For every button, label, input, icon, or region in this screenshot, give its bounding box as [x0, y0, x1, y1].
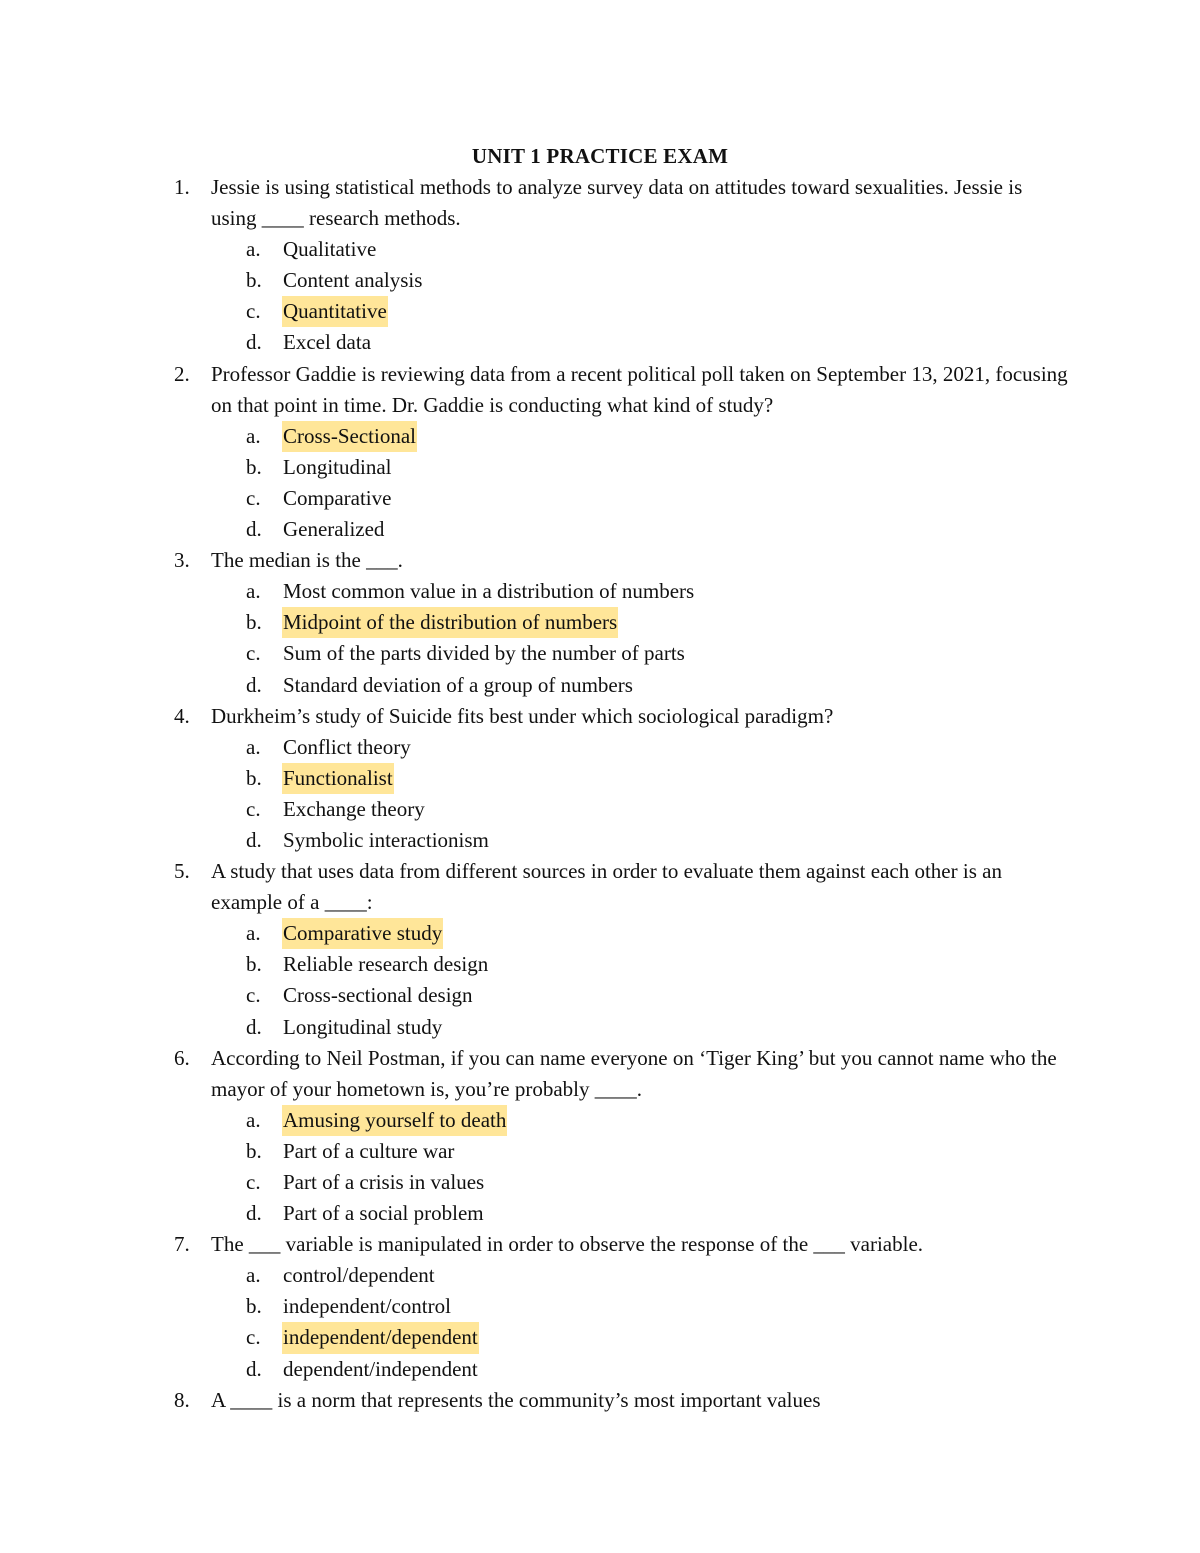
option-text: Generalized: [283, 517, 385, 542]
question-text: Jessie is using statistical methods to analyze survey data on attitudes toward sexualities. Jessie is using ____ research methods.: [211, 175, 1023, 231]
option-text: dependent/independent: [283, 1356, 478, 1381]
question-text: The ___ variable is manipulated in order to observe the response of the ___ variable.: [211, 1232, 924, 1257]
option-text: Excel data: [283, 330, 372, 355]
answer-option: [0, 1260, 1200, 1291]
option-letter: b.: [246, 610, 262, 635]
answer-option: [0, 576, 1200, 607]
answer-option: [0, 1136, 1200, 1167]
option-letter: d.: [246, 330, 262, 355]
answer-option: [0, 1167, 1200, 1198]
answer-option: [0, 1291, 1200, 1322]
option-text: Part of a crisis in values: [283, 1170, 485, 1194]
answer-option-correct: [0, 296, 1200, 327]
answer-option: [0, 670, 1200, 701]
option-text: Part of a social problem: [283, 1201, 484, 1226]
option-text: Part of a culture war: [283, 1138, 455, 1163]
option-letter: b.: [246, 268, 262, 293]
option-letter: a.: [246, 237, 261, 262]
option-text: Cross-sectional design: [283, 983, 473, 1008]
option-letter: c.: [246, 1325, 261, 1350]
option-letter: d.: [246, 1014, 262, 1039]
answer-option: [0, 265, 1200, 296]
question-item: [0, 856, 1200, 1043]
answer-option-correct: [0, 763, 1200, 794]
option-letter: a.: [246, 1263, 261, 1288]
answer-option-correct: [0, 1322, 1200, 1353]
question-item: [0, 545, 1200, 700]
answer-option: [0, 980, 1200, 1011]
option-letter: a.: [246, 423, 261, 448]
question-number: 3.: [174, 548, 190, 573]
answer-option: [0, 1354, 1200, 1385]
option-text: Sum of the parts divided by the number of parts: [283, 641, 685, 666]
question-item: [0, 1385, 1200, 1416]
question-item: [0, 172, 1200, 359]
option-letter: b.: [246, 765, 262, 790]
highlighted-answer-text: Midpoint of the distribution of numbers: [282, 607, 618, 638]
answer-option: [0, 514, 1200, 545]
option-text: Longitudinal study: [283, 1014, 443, 1039]
highlighted-answer-text: Comparative study: [282, 918, 443, 949]
option-text: Reliable research design: [283, 952, 489, 977]
option-letter: d.: [246, 1201, 262, 1226]
question-list: [0, 172, 1200, 1416]
option-text: Content analysis: [283, 268, 423, 293]
question-number: 5.: [174, 859, 190, 884]
question-item: [0, 1043, 1200, 1230]
option-text: Exchange theory: [283, 796, 425, 821]
option-letter: b.: [246, 454, 262, 479]
option-text: Standard deviation of a group of numbers: [283, 672, 633, 697]
question-text: Professor Gaddie is reviewing data from a recent political poll taken on September 13, 2021, focusing on that point in time. Dr. Gaddie is conducting what kind of study?: [211, 361, 1068, 417]
answer-options: [0, 918, 1200, 1042]
answer-option: [0, 327, 1200, 358]
option-text: Comparative: [283, 485, 392, 510]
answer-option: [0, 483, 1200, 514]
option-text: independent/control: [283, 1294, 451, 1319]
option-text: Qualitative: [283, 237, 377, 262]
option-text: Symbolic interactionism: [283, 827, 489, 852]
answer-option-correct: [0, 1105, 1200, 1136]
answer-option: [0, 452, 1200, 483]
option-letter: b.: [246, 952, 262, 977]
question-text: Durkheim’s study of Suicide fits best under which sociological paradigm?: [211, 703, 834, 728]
question-text: A ____ is a norm that represents the community’s most important values: [211, 1387, 821, 1412]
question-item: [0, 1229, 1200, 1384]
answer-option: [0, 825, 1200, 856]
question-number: 6.: [174, 1045, 190, 1070]
option-letter: c.: [246, 1170, 261, 1194]
highlighted-answer-text: Functionalist: [282, 763, 394, 794]
question-number: 8.: [174, 1387, 190, 1412]
answer-options: [0, 1105, 1200, 1229]
answer-options: [0, 732, 1200, 856]
highlighted-answer-text: Cross-Sectional: [282, 421, 417, 452]
option-letter: c.: [246, 641, 261, 666]
answer-option: [0, 732, 1200, 763]
answer-option-correct: [0, 607, 1200, 638]
option-text: Most common value in a distribution of numbers: [283, 579, 695, 604]
question-item: [0, 701, 1200, 856]
answer-option-correct: [0, 918, 1200, 949]
option-letter: d.: [246, 517, 262, 542]
option-letter: c.: [246, 299, 261, 324]
answer-option: [0, 794, 1200, 825]
question-text: The median is the ___.: [211, 548, 403, 573]
option-text: control/dependent: [283, 1263, 435, 1288]
answer-option: [0, 638, 1200, 669]
answer-options: [0, 421, 1200, 545]
question-number: 4.: [174, 703, 190, 728]
option-letter: d.: [246, 672, 262, 697]
option-letter: c.: [246, 796, 261, 821]
option-letter: a.: [246, 1107, 261, 1132]
highlighted-answer-text: Quantitative: [282, 296, 388, 327]
option-letter: d.: [246, 1356, 262, 1381]
question-number: 1.: [174, 175, 190, 199]
option-letter: d.: [246, 827, 262, 852]
answer-options: [0, 234, 1200, 358]
option-letter: a.: [246, 921, 261, 946]
option-letter: b.: [246, 1294, 262, 1319]
highlighted-answer-text: Amusing yourself to death: [282, 1105, 507, 1136]
option-text: Longitudinal: [283, 454, 392, 479]
question-number: 2.: [174, 361, 190, 386]
option-text: Conflict theory: [283, 734, 411, 759]
answer-option: [0, 1012, 1200, 1043]
question-number: 7.: [174, 1232, 190, 1257]
answer-option: [0, 1198, 1200, 1229]
page-title: UNIT 1 PRACTICE EXAM: [471, 144, 729, 168]
option-letter: a.: [246, 734, 261, 759]
option-letter: c.: [246, 485, 261, 510]
answer-options: [0, 576, 1200, 700]
answer-option-correct: [0, 421, 1200, 452]
answer-option: [0, 234, 1200, 265]
option-letter: c.: [246, 983, 261, 1008]
question-text: According to Neil Postman, if you can name everyone on ‘Tiger King’ but you cannot name who the mayor of your hometown is, you’re probably ____.: [211, 1045, 1057, 1101]
option-letter: b.: [246, 1138, 262, 1163]
option-letter: a.: [246, 579, 261, 604]
highlighted-answer-text: independent/dependent: [282, 1322, 479, 1353]
question-item: [0, 359, 1200, 546]
answer-option: [0, 949, 1200, 980]
question-text: A study that uses data from different sources in order to evaluate them against each other is an example of a ____:: [211, 859, 1002, 915]
answer-options: [0, 1260, 1200, 1384]
